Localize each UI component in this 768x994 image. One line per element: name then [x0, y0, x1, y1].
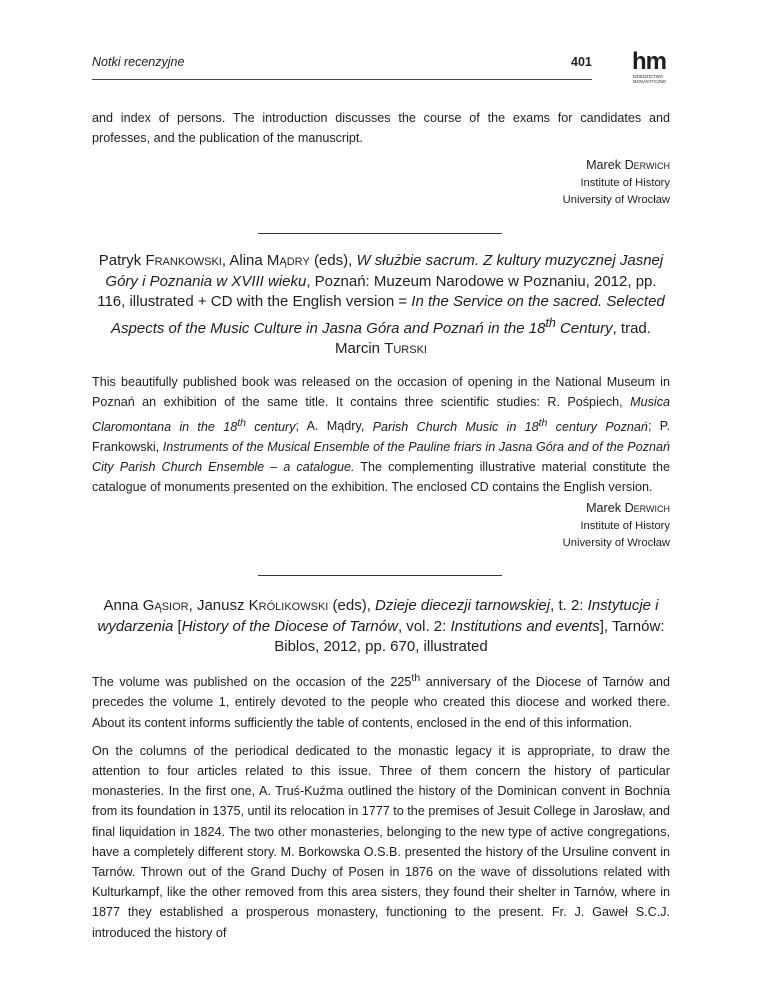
review-2-paragraph-1: The volume was published on the occasion of the 225th anniversary of the Diocese of Tarnów and precedes the volume 1, entirely devoted to the people who created this diocese and worked there. About its content informs sufficiently the table of contents, enclosed in the end of this information. [92, 672, 671, 730]
signature-1 [563, 155, 670, 209]
signature-institute: Institute of History [580, 520, 670, 532]
review-2-title: Anna Gąsior, Janusz Królikowski (eds), Dzieje diecezji tarnowskiej, t. 2: Instytucje i wydarzenia [History of the Diocese of Tarnów, vol. 2: Institutions and events], Tarnów: Biblos, 2012, pp. 670, illustrated [97, 597, 665, 655]
review-1-title: Patryk Frankowski, Alina Mądry (eds), W służbie sacrum. Z kultury muzycznej Jasnej Góry i Poznania w XVIII wieku, Poznań: Muzeum Narodowe w Poznaniu, 2012, pp. 116, illustrated + CD with the English version = In the Service on the sacred. Selected Aspects of the Music Culture in Jasna Góra and Poznań in the 18th Century, trad. Marcin Turski [97, 252, 665, 357]
header-rule [92, 79, 592, 80]
review-2-paragraph-2: On the columns of the periodical dedicated to the monastic legacy it is appropriate, to draw the attention to four articles related to this issue. Three of them concern the history of particular monasteries. In the first one, A. Truś-Kuźma outlined the history of the Dominican convent in Bochnia from its foundation in 1375, until its relocation in 1777 to the premises of Jesuit College in Jarosław, and final liquidation in 1824. The two other monasteries, belonging to the new type of active congregations, have a completely different story. M. Borkowska O.S.B. presented the history of the Ursuline convent in Tarnów. Thrown out of the Grand Duchy of Posen in 1876 on the wave of dissolutions related with Kulturkampf, like the other removed from this area sisters, they found their shelter in Tarnów, where in 1877 they established a prosperous monastery, functioning to the present. Fr. J. Gaweł S.C.J. introduced the history of [92, 743, 670, 940]
page-number: 401 [571, 55, 592, 69]
signature-university: University of Wrocław [562, 194, 670, 206]
signature-name: Marek Derwich [586, 501, 670, 515]
journal-logo [632, 50, 680, 82]
review-1-body: This beautifully published book was released on the occasion of opening in the National Museum in Poznań an exhibition of the same title. It contains three scientific studies: R. Pośpiech, Musica Claromontana in the 18th century; A. Mądry, Parish Church Music in 18th century Poznań; P. Frankowski, Instruments of the Musical Ensemble of the Pauline friars in Jasna Góra and of the Poznań City Parish Church Ensemble – a catalogue. The complementing illustrative material constitute the catalogue of monuments presented on the exhibition. The enclosed CD contains the English version. [92, 375, 671, 495]
signature-name: Marek Derwich [586, 158, 670, 172]
running-head: Notki recenzyjne [92, 55, 185, 69]
logo-subtitle: DZIEDZICTWO MONASTYCZNE [633, 74, 667, 84]
review-2-body [92, 668, 670, 943]
signature-institute: Institute of History [580, 177, 670, 189]
signature-university: University of Wrocław [562, 537, 670, 549]
section-divider-2 [258, 575, 502, 576]
section-divider-1 [258, 233, 502, 234]
intro-paragraph: and index of persons. The introduction discusses the course of the exams for candidates and professes, and the publication of the manuscript. [92, 111, 670, 146]
logo-letters: hm [632, 48, 666, 75]
signature-2 [563, 498, 670, 552]
